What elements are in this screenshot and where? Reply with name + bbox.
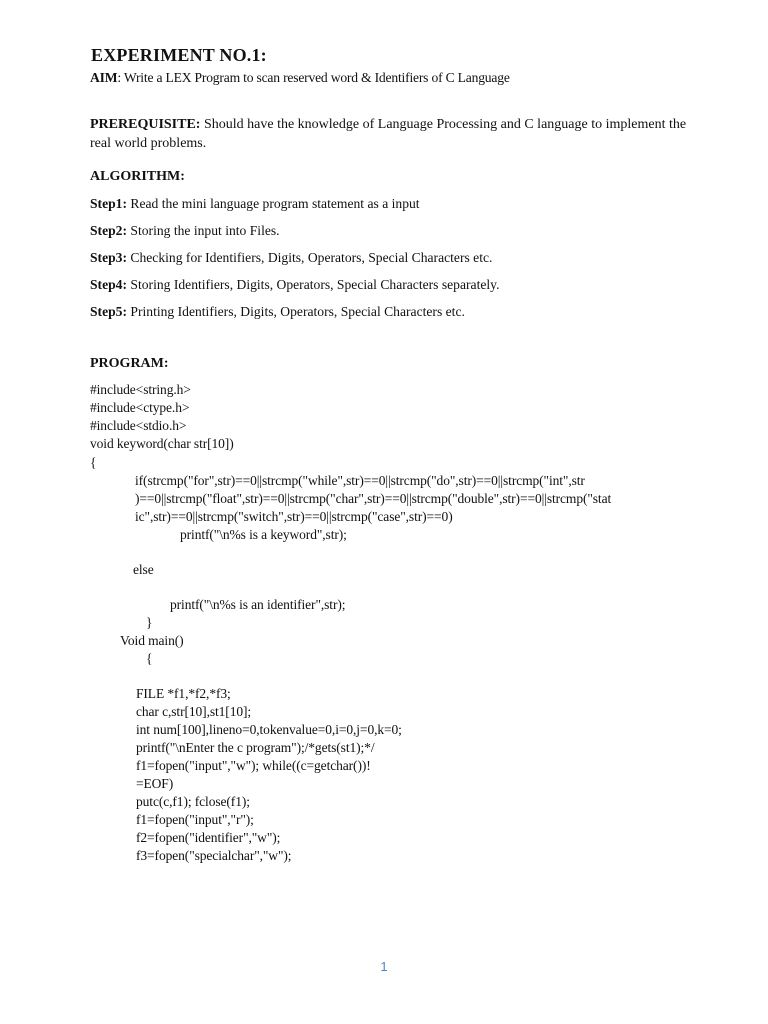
code-line: Void main()	[120, 633, 184, 648]
aim-text: : Write a LEX Program to scan reserved word & Identifiers of C Language	[117, 70, 510, 85]
code-line: f1=fopen("input","r");	[136, 812, 254, 827]
code-line: ic",str)==0||strcmp("switch",str)==0||strcmp("case",str)==0)	[135, 509, 453, 524]
algorithm-step	[90, 250, 492, 266]
code-line: printf("\nEnter the c program");/*gets(st1);*/	[136, 740, 375, 755]
code-line: f3=fopen("specialchar","w");	[136, 848, 292, 863]
step-label: Step2:	[90, 223, 128, 238]
code-line: printf("\n%s is an identifier",str);	[170, 597, 346, 612]
code-line: else	[133, 562, 154, 577]
algorithm-step	[90, 304, 465, 320]
code-line: )==0||strcmp("float",str)==0||strcmp("char",str)==0||strcmp("double",str)==0||strcmp("stat	[135, 491, 612, 506]
step-text: Read the mini language program statement as a input	[127, 196, 420, 211]
algorithm-step	[90, 277, 499, 293]
code-line: FILE *f1,*f2,*f3;	[136, 686, 231, 701]
step-text: Checking for Identifiers, Digits, Operators, Special Characters etc.	[127, 250, 493, 265]
code-line: #include<stdio.h>	[90, 418, 187, 433]
step-text: Storing Identifiers, Digits, Operators, Special Characters separately.	[127, 277, 500, 292]
code-line: }	[146, 615, 153, 630]
code-line: if(strcmp("for",str)==0||strcmp("while",str)==0||strcmp("do",str)==0||strcmp("int",str	[135, 473, 585, 488]
program-heading: PROGRAM:	[90, 356, 169, 371]
page-number: 1	[380, 959, 388, 974]
step-text: Storing the input into Files.	[127, 223, 280, 238]
step-label: Step4:	[90, 277, 128, 292]
code-line: putc(c,f1); fclose(f1);	[136, 794, 250, 809]
code-line: int num[100],lineno=0,tokenvalue=0,i=0,j=0,k=0;	[136, 722, 402, 737]
prerequisite-paragraph	[90, 115, 690, 153]
step-label: Step1:	[90, 196, 128, 211]
code-line: f1=fopen("input","w"); while((c=getchar())!	[136, 758, 371, 773]
algorithm-heading: ALGORITHM:	[90, 169, 185, 184]
code-line: void keyword(char str[10])	[90, 436, 234, 451]
code-line: =EOF)	[136, 776, 174, 791]
prerequisite-label: PREREQUISITE:	[90, 117, 201, 132]
step-text: Printing Identifiers, Digits, Operators, Special Characters etc.	[127, 304, 465, 319]
code-line: #include<ctype.h>	[90, 400, 190, 415]
step-label: Step3:	[90, 250, 128, 265]
code-line: f2=fopen("identifier","w");	[136, 830, 281, 845]
code-line: {	[146, 651, 153, 666]
step-label: Step5:	[90, 304, 128, 319]
code-line: {	[90, 455, 97, 470]
experiment-title: EXPERIMENT NO.1:	[91, 45, 267, 65]
aim-label: AIM	[90, 70, 118, 85]
aim-line	[90, 70, 510, 86]
code-line: char c,str[10],st1[10];	[136, 704, 252, 719]
code-line: #include<string.h>	[90, 382, 191, 397]
algorithm-step	[90, 223, 280, 239]
prerequisite-text: Should have the knowledge of Language Processing and C language to implement the real world problems.	[90, 117, 687, 151]
code-line: printf("\n%s is a keyword",str);	[180, 527, 347, 542]
algorithm-step	[90, 196, 420, 212]
